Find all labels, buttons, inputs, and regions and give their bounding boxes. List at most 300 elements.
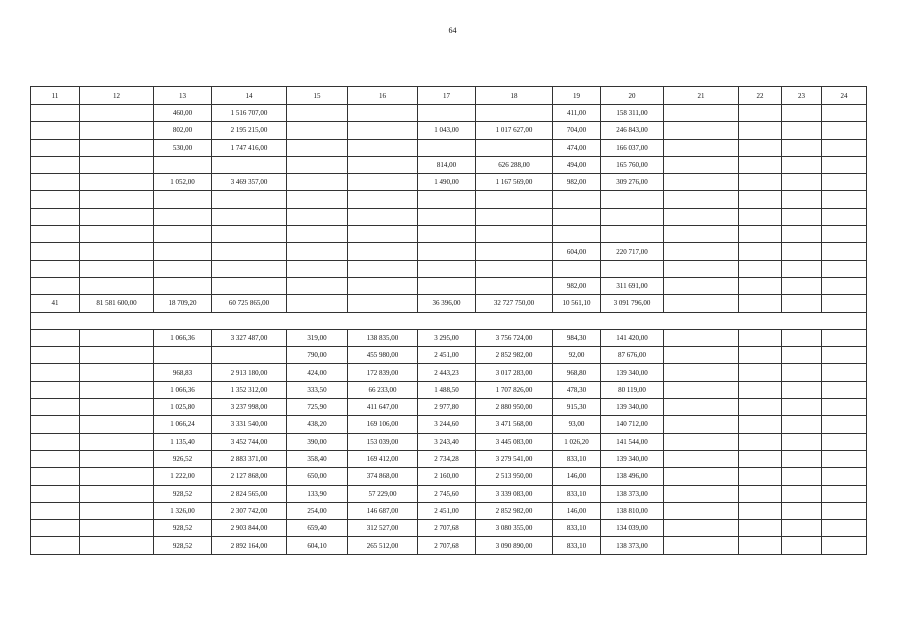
table-cell: 814,00 xyxy=(418,156,476,173)
column-header: 17 xyxy=(418,87,476,105)
table-cell: 138 373,00 xyxy=(601,485,664,502)
table-cell: 494,00 xyxy=(553,156,601,173)
table-cell xyxy=(822,105,867,122)
table-cell xyxy=(212,260,287,277)
table-cell xyxy=(348,122,418,139)
table-cell xyxy=(31,156,80,173)
table-cell xyxy=(287,226,348,243)
table-body xyxy=(31,87,867,555)
table-cell xyxy=(782,364,822,381)
column-header: 21 xyxy=(664,87,739,105)
table-cell xyxy=(739,468,782,485)
table-cell: 926,52 xyxy=(154,450,212,467)
table-cell: 146 687,00 xyxy=(348,502,418,519)
table-row xyxy=(31,329,867,346)
table-cell: 374 868,00 xyxy=(348,468,418,485)
table-cell xyxy=(601,226,664,243)
table-cell: 2 707,68 xyxy=(418,537,476,554)
table-cell: 66 233,00 xyxy=(348,381,418,398)
table-cell xyxy=(154,208,212,225)
table-row xyxy=(31,399,867,416)
separator-cell xyxy=(31,312,867,329)
table-cell xyxy=(476,139,553,156)
table-cell: 319,00 xyxy=(287,329,348,346)
table-cell xyxy=(664,520,739,537)
table-cell xyxy=(782,433,822,450)
table-cell xyxy=(822,485,867,502)
table-cell xyxy=(348,208,418,225)
table-cell xyxy=(822,208,867,225)
table-cell xyxy=(822,450,867,467)
table-cell xyxy=(782,485,822,502)
table-cell xyxy=(739,537,782,554)
table-cell: 833,10 xyxy=(553,520,601,537)
table-cell xyxy=(31,105,80,122)
table-cell xyxy=(782,243,822,260)
table-cell: 968,83 xyxy=(154,364,212,381)
table-cell xyxy=(80,208,154,225)
table-cell xyxy=(348,226,418,243)
table-cell: 139 340,00 xyxy=(601,450,664,467)
table-cell: 3 331 540,00 xyxy=(212,416,287,433)
table-cell: 1 025,80 xyxy=(154,399,212,416)
table-cell: 311 691,00 xyxy=(601,277,664,294)
table-cell xyxy=(31,174,80,191)
table-cell xyxy=(822,139,867,156)
table-cell xyxy=(782,502,822,519)
table-cell: 172 839,00 xyxy=(348,364,418,381)
table-cell xyxy=(287,277,348,294)
table-cell xyxy=(782,381,822,398)
table-cell: 3 090 890,00 xyxy=(476,537,553,554)
table-cell: 833,10 xyxy=(553,537,601,554)
table-cell xyxy=(287,191,348,208)
table-cell: 220 717,00 xyxy=(601,243,664,260)
column-header: 12 xyxy=(80,87,154,105)
table-cell xyxy=(601,260,664,277)
table-cell xyxy=(739,450,782,467)
table-cell xyxy=(418,208,476,225)
table-cell: 2 195 215,00 xyxy=(212,122,287,139)
table-cell xyxy=(80,364,154,381)
table-cell xyxy=(287,260,348,277)
table-cell: 2 824 565,00 xyxy=(212,485,287,502)
table-row xyxy=(31,174,867,191)
table-cell: 1 326,00 xyxy=(154,502,212,519)
table-row xyxy=(31,520,867,537)
table-cell xyxy=(154,347,212,364)
table-cell xyxy=(80,381,154,398)
table-cell: 1 222,00 xyxy=(154,468,212,485)
table-cell xyxy=(476,277,553,294)
table-cell: 57 229,00 xyxy=(348,485,418,502)
table-cell xyxy=(822,174,867,191)
table-cell xyxy=(664,174,739,191)
table-cell xyxy=(80,105,154,122)
table-cell xyxy=(80,450,154,467)
table-cell xyxy=(782,139,822,156)
table-cell xyxy=(287,105,348,122)
table-cell: 3 091 796,00 xyxy=(601,295,664,312)
table-cell xyxy=(664,226,739,243)
table-cell xyxy=(80,122,154,139)
table-cell xyxy=(348,295,418,312)
table-row xyxy=(31,502,867,519)
table-cell: 604,10 xyxy=(287,537,348,554)
table-row xyxy=(31,537,867,554)
table-cell xyxy=(287,243,348,260)
table-cell xyxy=(601,208,664,225)
table-cell: 1 043,00 xyxy=(418,122,476,139)
table-cell xyxy=(287,174,348,191)
table-row xyxy=(31,277,867,294)
table-cell xyxy=(80,174,154,191)
table-cell xyxy=(739,226,782,243)
table-cell: 36 396,00 xyxy=(418,295,476,312)
table-cell: 1 052,00 xyxy=(154,174,212,191)
table-cell xyxy=(664,277,739,294)
table-cell: 265 512,00 xyxy=(348,537,418,554)
table-cell: 833,10 xyxy=(553,450,601,467)
table-cell xyxy=(664,243,739,260)
table-cell xyxy=(80,520,154,537)
table-cell: 2 852 982,00 xyxy=(476,347,553,364)
table-cell xyxy=(80,347,154,364)
table-cell xyxy=(739,347,782,364)
table-cell xyxy=(822,260,867,277)
table-cell: 2 451,00 xyxy=(418,502,476,519)
table-cell: 18 709,20 xyxy=(154,295,212,312)
table-cell xyxy=(739,243,782,260)
table-cell xyxy=(739,277,782,294)
table-cell xyxy=(418,260,476,277)
data-table xyxy=(30,86,867,555)
table-cell: 626 288,00 xyxy=(476,156,553,173)
column-header: 23 xyxy=(782,87,822,105)
table-cell xyxy=(782,156,822,173)
table-cell: 138 835,00 xyxy=(348,329,418,346)
table-cell xyxy=(822,191,867,208)
table-cell: 87 676,00 xyxy=(601,347,664,364)
table-cell xyxy=(822,537,867,554)
table-cell: 2 852 982,00 xyxy=(476,502,553,519)
column-header: 15 xyxy=(287,87,348,105)
table-cell xyxy=(31,381,80,398)
table-cell xyxy=(80,416,154,433)
table-cell: 158 311,00 xyxy=(601,105,664,122)
table-cell: 153 039,00 xyxy=(348,433,418,450)
table-row xyxy=(31,450,867,467)
table-cell xyxy=(31,433,80,450)
table-cell xyxy=(739,208,782,225)
column-header: 22 xyxy=(739,87,782,105)
table-cell xyxy=(31,364,80,381)
table-cell xyxy=(80,191,154,208)
table-cell: 1 066,36 xyxy=(154,381,212,398)
table-cell xyxy=(782,105,822,122)
table-cell xyxy=(31,485,80,502)
table-cell: 141 420,00 xyxy=(601,329,664,346)
table-cell xyxy=(664,156,739,173)
table-cell: 133,90 xyxy=(287,485,348,502)
table-cell xyxy=(664,191,739,208)
table-cell xyxy=(601,191,664,208)
table-cell xyxy=(739,260,782,277)
table-cell xyxy=(31,329,80,346)
table-cell: 411 647,00 xyxy=(348,399,418,416)
table-cell xyxy=(782,122,822,139)
table-row xyxy=(31,260,867,277)
table-row xyxy=(31,416,867,433)
table-cell: 455 980,00 xyxy=(348,347,418,364)
table-cell: 438,20 xyxy=(287,416,348,433)
table-row xyxy=(31,485,867,502)
table-cell xyxy=(739,122,782,139)
table-cell xyxy=(664,364,739,381)
table-cell xyxy=(80,399,154,416)
table-cell: 81 581 600,00 xyxy=(80,295,154,312)
column-header: 16 xyxy=(348,87,418,105)
table-cell xyxy=(664,347,739,364)
table-cell: 1 352 312,00 xyxy=(212,381,287,398)
table-cell xyxy=(80,260,154,277)
table-cell xyxy=(31,416,80,433)
table-cell xyxy=(553,191,601,208)
table-cell xyxy=(80,277,154,294)
column-header: 19 xyxy=(553,87,601,105)
table-cell xyxy=(287,156,348,173)
table-cell xyxy=(212,226,287,243)
table-cell: 982,00 xyxy=(553,277,601,294)
table-cell xyxy=(476,105,553,122)
table-cell xyxy=(348,174,418,191)
table-cell xyxy=(822,226,867,243)
table-cell xyxy=(418,277,476,294)
column-header: 11 xyxy=(31,87,80,105)
table-cell: 32 727 750,00 xyxy=(476,295,553,312)
table-cell: 2 160,00 xyxy=(418,468,476,485)
table-cell xyxy=(782,537,822,554)
table-cell: 424,00 xyxy=(287,364,348,381)
table-cell: 3 295,00 xyxy=(418,329,476,346)
table-cell: 139 340,00 xyxy=(601,399,664,416)
table-cell xyxy=(154,277,212,294)
table-cell: 166 037,00 xyxy=(601,139,664,156)
table-cell: 460,00 xyxy=(154,105,212,122)
table-cell: 411,00 xyxy=(553,105,601,122)
table-cell: 1 026,20 xyxy=(553,433,601,450)
table-cell: 165 760,00 xyxy=(601,156,664,173)
table-cell xyxy=(739,191,782,208)
table-row xyxy=(31,139,867,156)
table-cell: 982,00 xyxy=(553,174,601,191)
table-cell: 1 516 707,00 xyxy=(212,105,287,122)
table-row xyxy=(31,468,867,485)
table-cell xyxy=(31,347,80,364)
table-cell xyxy=(31,243,80,260)
table-cell xyxy=(664,329,739,346)
table-cell xyxy=(822,295,867,312)
table-cell: 604,00 xyxy=(553,243,601,260)
table-cell xyxy=(739,295,782,312)
table-cell xyxy=(212,191,287,208)
table-cell: 1 135,40 xyxy=(154,433,212,450)
table-cell xyxy=(476,260,553,277)
table-cell xyxy=(476,226,553,243)
table-cell: 254,00 xyxy=(287,502,348,519)
table-cell: 915,30 xyxy=(553,399,601,416)
table-cell xyxy=(287,139,348,156)
column-header-row xyxy=(31,87,867,105)
table-cell xyxy=(348,105,418,122)
table-cell: 3 471 568,00 xyxy=(476,416,553,433)
table-cell xyxy=(822,156,867,173)
table-cell: 2 513 950,00 xyxy=(476,468,553,485)
table-cell xyxy=(31,191,80,208)
table-cell xyxy=(212,156,287,173)
table-cell: 984,30 xyxy=(553,329,601,346)
table-cell xyxy=(782,468,822,485)
table-cell: 138 373,00 xyxy=(601,537,664,554)
table-cell: 3 237 998,00 xyxy=(212,399,287,416)
table-cell: 1 747 416,00 xyxy=(212,139,287,156)
table-cell xyxy=(739,433,782,450)
table-cell: 2 913 180,00 xyxy=(212,364,287,381)
table-cell: 2 903 844,00 xyxy=(212,520,287,537)
table-cell xyxy=(782,226,822,243)
table-cell: 650,00 xyxy=(287,468,348,485)
table-cell: 60 725 865,00 xyxy=(212,295,287,312)
table-cell xyxy=(739,139,782,156)
table-cell xyxy=(212,277,287,294)
table-cell xyxy=(80,537,154,554)
table-cell: 3 469 357,00 xyxy=(212,174,287,191)
table-cell xyxy=(80,433,154,450)
table-cell: 530,00 xyxy=(154,139,212,156)
table-cell xyxy=(154,191,212,208)
table-cell xyxy=(822,122,867,139)
table-cell xyxy=(80,468,154,485)
table-row xyxy=(31,295,867,312)
table-cell xyxy=(31,226,80,243)
table-cell xyxy=(782,347,822,364)
table-cell xyxy=(782,450,822,467)
table-cell xyxy=(739,399,782,416)
table-cell xyxy=(212,243,287,260)
table-cell xyxy=(31,208,80,225)
table-cell: 309 276,00 xyxy=(601,174,664,191)
table-row xyxy=(31,381,867,398)
table-cell xyxy=(348,243,418,260)
table-row xyxy=(31,243,867,260)
table-cell xyxy=(212,208,287,225)
table-cell xyxy=(348,139,418,156)
table-cell: 1 066,24 xyxy=(154,416,212,433)
table-cell: 1 707 826,00 xyxy=(476,381,553,398)
table-cell xyxy=(80,329,154,346)
table-cell xyxy=(31,468,80,485)
table-cell xyxy=(822,468,867,485)
table-cell: 2 443,23 xyxy=(418,364,476,381)
table-cell xyxy=(418,139,476,156)
table-cell xyxy=(664,416,739,433)
table-cell xyxy=(553,226,601,243)
table-cell xyxy=(154,260,212,277)
table-row xyxy=(31,105,867,122)
table-cell xyxy=(739,174,782,191)
table-cell xyxy=(822,416,867,433)
table-cell xyxy=(476,208,553,225)
table-cell xyxy=(553,208,601,225)
table-cell xyxy=(31,260,80,277)
table-cell: 1 167 569,00 xyxy=(476,174,553,191)
table-cell: 1 017 627,00 xyxy=(476,122,553,139)
table-cell xyxy=(80,243,154,260)
table-cell xyxy=(664,295,739,312)
table-row xyxy=(31,364,867,381)
table-cell xyxy=(739,156,782,173)
table-cell xyxy=(348,156,418,173)
table-cell xyxy=(739,105,782,122)
table-cell: 358,40 xyxy=(287,450,348,467)
table-cell: 2 307 742,00 xyxy=(212,502,287,519)
table-cell xyxy=(80,139,154,156)
table-cell xyxy=(154,226,212,243)
table-cell: 704,00 xyxy=(553,122,601,139)
table-row xyxy=(31,156,867,173)
table-cell xyxy=(664,468,739,485)
table-cell: 3 017 283,00 xyxy=(476,364,553,381)
table-row xyxy=(31,122,867,139)
table-cell xyxy=(739,381,782,398)
table-cell: 2 734,28 xyxy=(418,450,476,467)
table-cell xyxy=(212,347,287,364)
table-cell xyxy=(822,520,867,537)
section-separator-row xyxy=(31,312,867,329)
table-cell: 92,00 xyxy=(553,347,601,364)
table-cell xyxy=(31,537,80,554)
table-cell xyxy=(80,156,154,173)
table-cell xyxy=(782,191,822,208)
table-cell: 478,30 xyxy=(553,381,601,398)
table-cell: 93,00 xyxy=(553,416,601,433)
table-cell xyxy=(80,502,154,519)
table-cell xyxy=(782,208,822,225)
table-cell: 3 445 083,00 xyxy=(476,433,553,450)
table-cell xyxy=(822,399,867,416)
table-cell: 3 327 487,00 xyxy=(212,329,287,346)
table-cell: 2 127 868,00 xyxy=(212,468,287,485)
table-cell: 390,00 xyxy=(287,433,348,450)
table-cell xyxy=(664,399,739,416)
table-cell xyxy=(418,243,476,260)
table-cell: 312 527,00 xyxy=(348,520,418,537)
table-cell xyxy=(348,260,418,277)
table-cell: 3 243,40 xyxy=(418,433,476,450)
table-cell: 169 412,00 xyxy=(348,450,418,467)
table-cell: 928,52 xyxy=(154,537,212,554)
table-cell xyxy=(154,243,212,260)
table-cell: 134 039,00 xyxy=(601,520,664,537)
table-cell xyxy=(287,295,348,312)
table-cell: 3 279 541,00 xyxy=(476,450,553,467)
table-cell xyxy=(31,450,80,467)
table-cell xyxy=(553,260,601,277)
table-cell xyxy=(348,277,418,294)
table-cell xyxy=(822,502,867,519)
table-cell xyxy=(739,416,782,433)
table-cell: 10 561,10 xyxy=(553,295,601,312)
